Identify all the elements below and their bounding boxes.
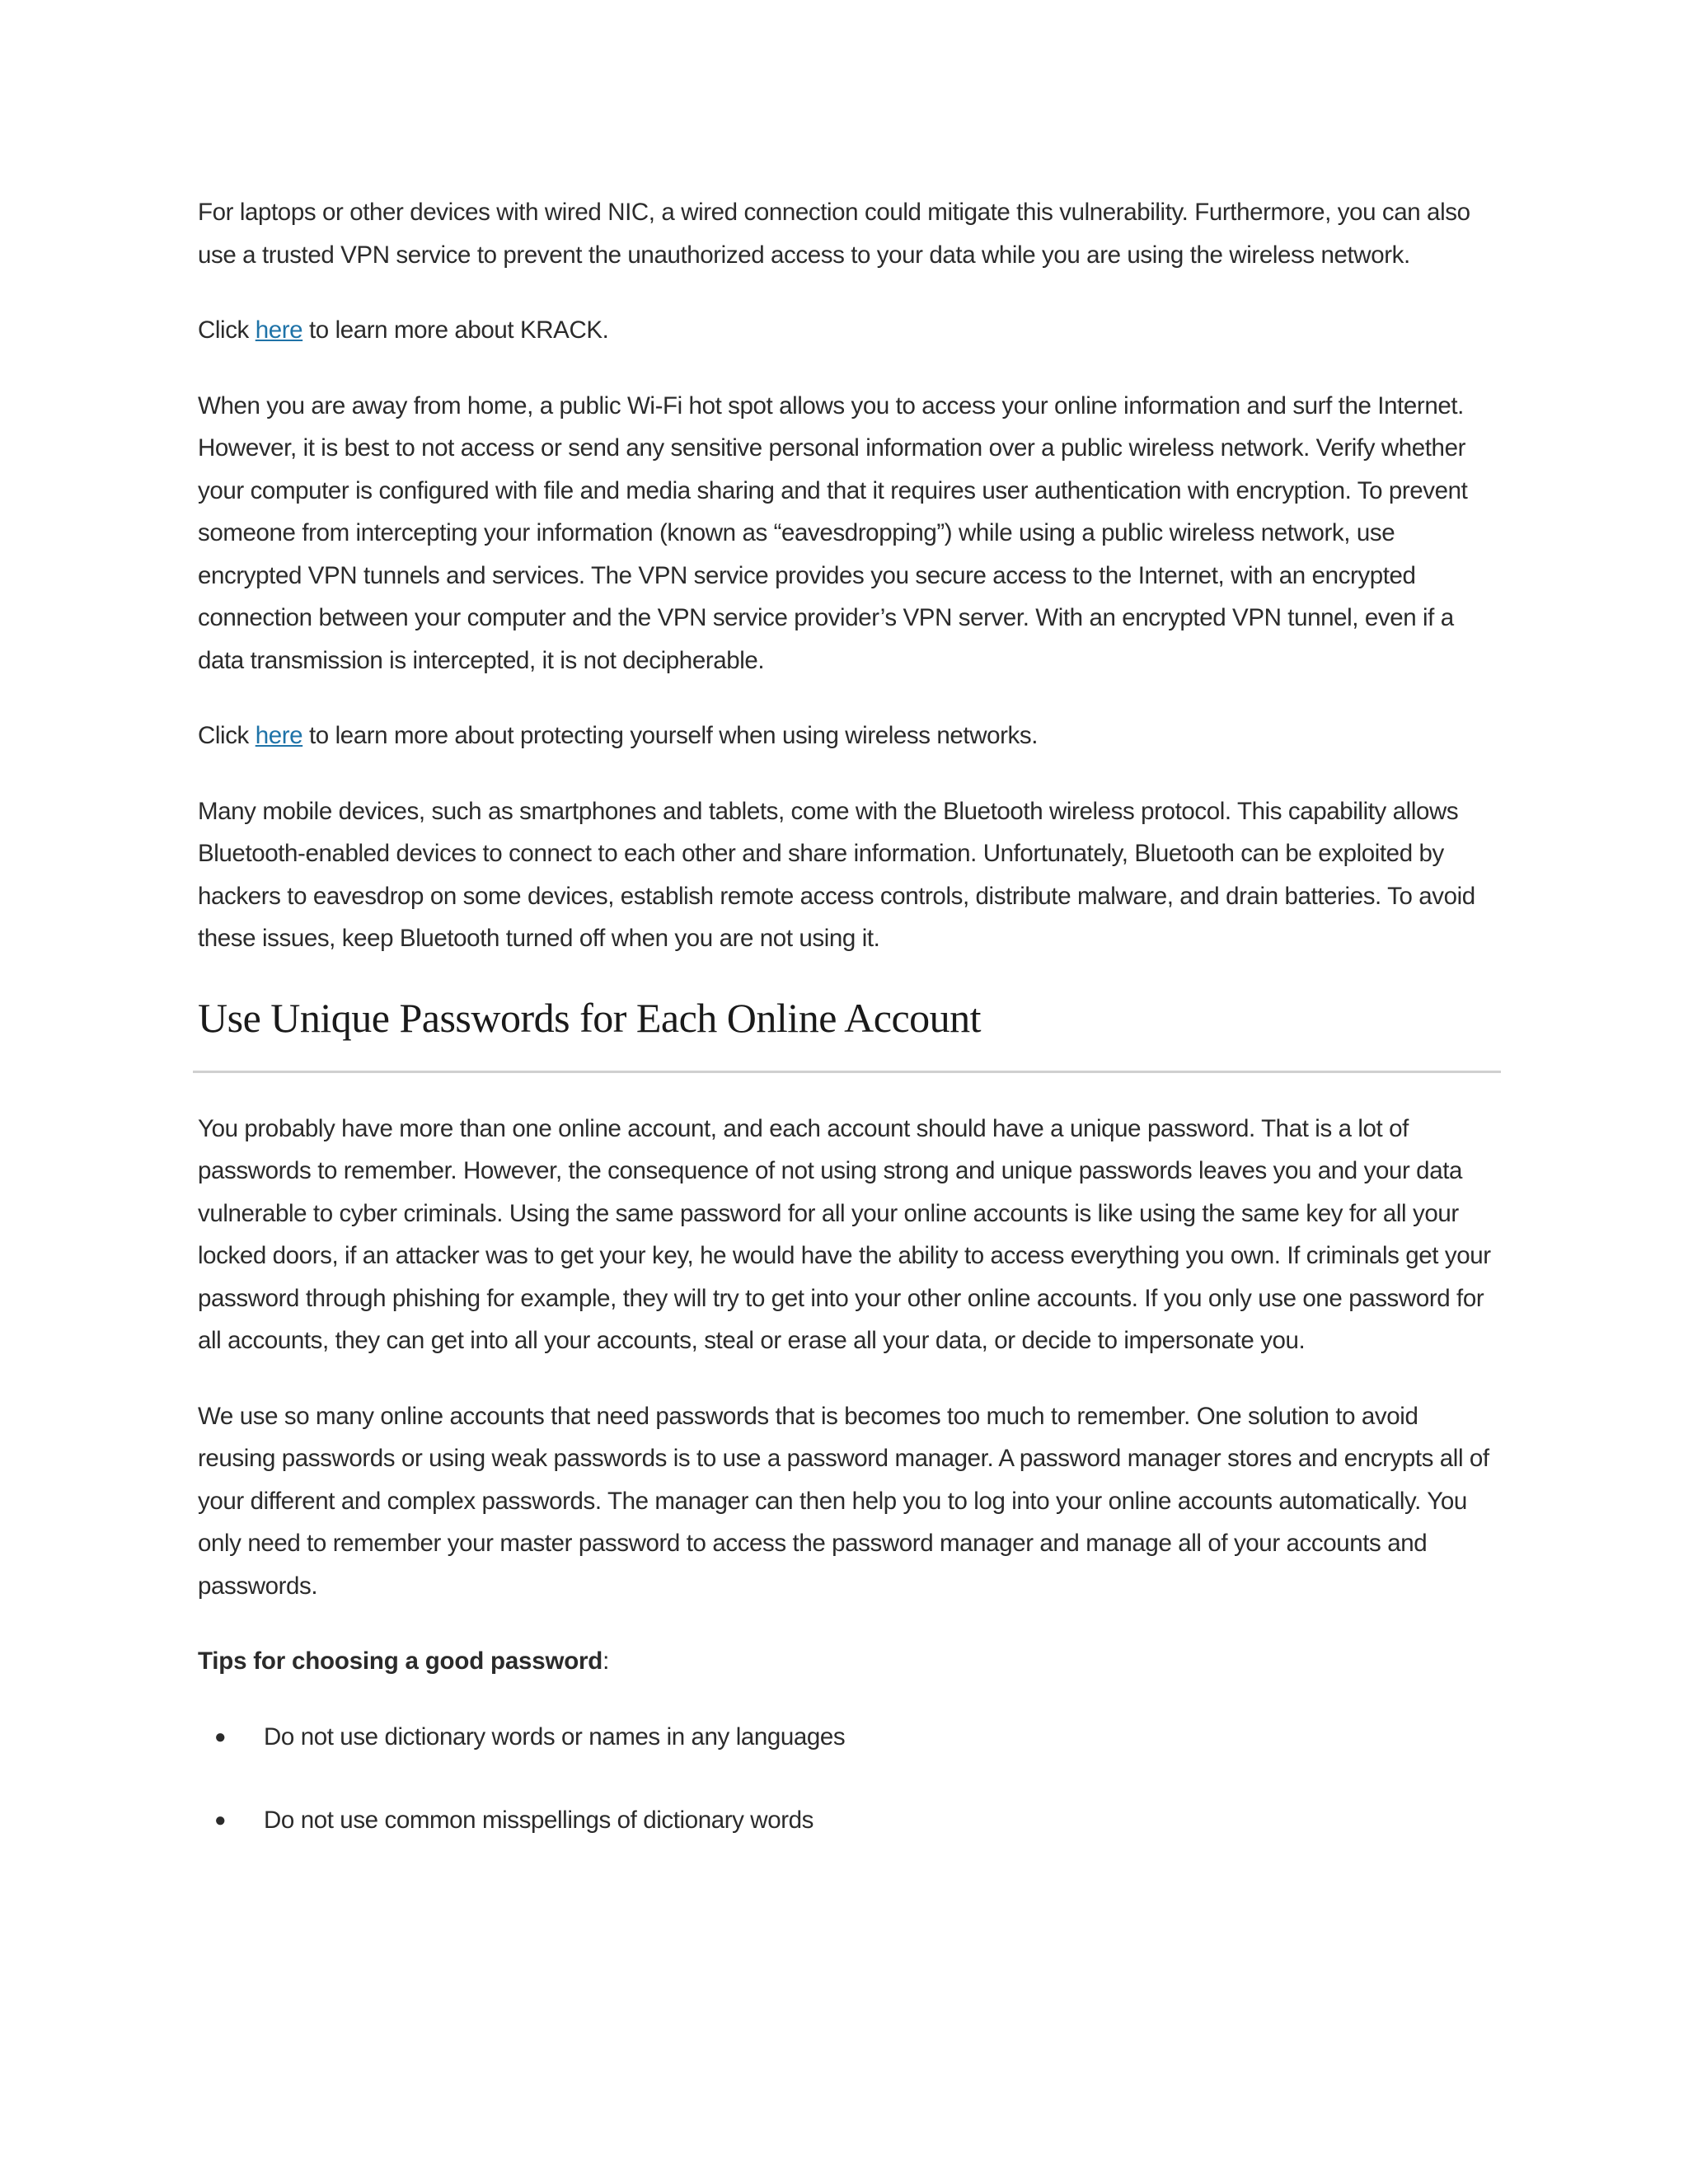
list-item-text: Do not use common misspellings of dictionary words — [264, 1807, 814, 1834]
tips-heading-bold: Tips for choosing a good password — [198, 1647, 603, 1675]
paragraph-wireless-link — [198, 715, 1496, 757]
paragraph-password-manager: We use so many online accounts that need passwords that is becomes too much to remember. One solution to avoid reusing passwords or using weak passwords is to use a password manager. A password manager stores and encrypts all of your different and complex passwords. The manager can then help you to log into your online accounts automatically. You only need to remember your master password to access the password manager and manage all of your accounts and passwords. — [198, 1402, 1489, 1600]
link-prefix-text: Click — [198, 722, 256, 749]
list-item — [198, 1716, 1496, 1759]
document-page — [198, 191, 1496, 1883]
heading-divider — [193, 1071, 1501, 1073]
paragraph-public-wifi: When you are away from home, a public Wi-Fi hot spot allows you to access your online information and surf the Internet. However, it is best to not access or send any sensitive personal information over a public wireless network. Verify whether your computer is configured with file and media sharing and that it requires user authentication with encryption. To prevent someone from intercepting your information (known as “eavesdropping”) while using a public wireless network, use encrypted VPN tunnels and services. The VPN service provides you secure access to the Internet, with an encrypted connection between your computer and the VPN service provider’s VPN server. With an encrypted VPN tunnel, even if a data transmission is intercepted, it is not decipherable. — [198, 391, 1468, 674]
tips-heading-colon: : — [603, 1647, 610, 1675]
link-suffix-text: to learn more about protecting yourself when using wireless networks. — [302, 722, 1039, 749]
bullet-icon: ● — [214, 1809, 227, 1831]
wireless-networks-here-link[interactable]: here — [255, 722, 303, 749]
paragraph-krack-link — [198, 309, 1496, 352]
section-heading: Use Unique Passwords for Each Online Account — [198, 994, 982, 1041]
tips-heading — [198, 1640, 1496, 1683]
krack-here-link[interactable]: here — [255, 316, 303, 344]
bullet-icon: ● — [214, 1725, 227, 1748]
link-suffix-text: to learn more about KRACK. — [302, 316, 609, 344]
list-item-text: Do not use dictionary words or names in any languages — [264, 1722, 846, 1750]
paragraph-unique-passwords: You probably have more than one online account, and each account should have a unique password. That is a lot of passwords to remember. However, the consequence of not using strong and unique passwords leaves you and your data vulnerable to cyber criminals. Using the same password for all your online accounts is like using the same key for all your locked doors, if an attacker was to get your key, he would have the ability to access everything you own. If criminals get your password through phishing for example, they will try to get into your other online accounts. If you only use one password for all accounts, they can get into all your accounts, steal or erase all your data, or decide to impersonate you. — [198, 1114, 1491, 1354]
link-prefix-text: Click — [198, 316, 256, 344]
tips-list — [198, 1716, 1496, 1842]
paragraph-wired-nic: For laptops or other devices with wired NIC, a wired connection could mitigate this vulnerability. Furthermore, you can also use a trusted VPN service to prevent the unauthorized access to your data while you are using the wireless network. — [198, 199, 1470, 269]
list-item — [198, 1799, 1496, 1842]
paragraph-bluetooth: Many mobile devices, such as smartphones and tablets, come with the Bluetooth wireless protocol. This capability allows Bluetooth-enabled devices to connect to each other and share information. Unfortunately, Bluetooth can be exploited by hackers to eavesdrop on some devices, establish remote access controls, distribute malware, and drain batteries. To avoid these issues, keep Bluetooth turned off when you are not using it. — [198, 797, 1475, 952]
